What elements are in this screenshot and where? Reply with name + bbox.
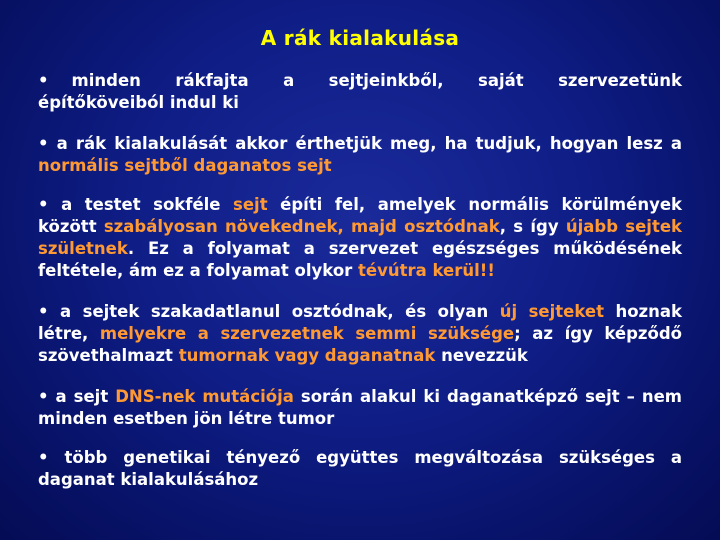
bullet-1-line-1 <box>38 70 682 92</box>
highlighted-text: melyekre a szervezetnek semmi szüksége <box>99 324 515 343</box>
text-run: . Ez a folyamat a szervezet egészséges működésének feltétele, ám ez a folyamat olykor <box>38 239 682 280</box>
bullet-paragraph-5 <box>38 386 682 430</box>
slide-title: A rák kialakulása <box>260 26 460 50</box>
text-run: • a sejt <box>38 387 116 406</box>
text-run: • a rák kialakulását akkor érthetjük meg, ha tudjuk, hogyan lesz a <box>38 134 682 153</box>
text-run: saját <box>478 71 524 90</box>
text-run: minden <box>71 71 141 90</box>
highlighted-text: új sejteket <box>499 302 604 321</box>
bullet-paragraph-4 <box>38 301 682 367</box>
text-run: ; az így képződő szövethalmazt <box>38 324 682 365</box>
highlighted-text: tumornak vagy daganatnak <box>178 346 436 365</box>
text-run: rákfajta <box>175 71 249 90</box>
text-run: során alakul ki daganatképző sejt – nem minden esetben jön létre tumor <box>38 387 682 428</box>
text-run: nevezzük <box>435 346 528 365</box>
text-run: szervezetünk <box>558 71 682 90</box>
text-run: hoznak létre, <box>38 302 682 343</box>
highlighted-text: tévútra kerül!! <box>358 261 495 280</box>
bullet-marker: • <box>38 71 49 90</box>
highlighted-text: szabályosan növekednek, majd osztódnak <box>103 217 500 236</box>
text-run: • a testet sokféle <box>38 195 234 214</box>
text-run: • a sejtek szakadatlanul osztódnak, és olyan <box>38 302 500 321</box>
text-run: , s így <box>499 217 566 236</box>
bullet-1-line-2: építőköveiból indul ki <box>38 93 239 112</box>
highlighted-text: DNS-nek mutációja <box>115 387 294 406</box>
highlighted-text: sejt <box>233 195 268 214</box>
bullet-paragraph-1 <box>38 70 682 114</box>
text-run: • több genetikai tényező együttes megváltozása szükséges a daganat kialakulásához <box>38 448 682 489</box>
text-run: építi fel, amelyek normális körülmények között <box>38 195 682 236</box>
highlighted-text: normális sejtből daganatos sejt <box>38 156 332 175</box>
bullet-paragraph-3 <box>38 194 682 282</box>
highlighted-text: újabb sejtek születnek <box>38 217 682 258</box>
text-run: a <box>283 71 295 90</box>
bullet-paragraph-2 <box>38 133 682 177</box>
text-run: sejtjeinkből, <box>328 71 444 90</box>
bullet-paragraph-6 <box>38 447 682 491</box>
